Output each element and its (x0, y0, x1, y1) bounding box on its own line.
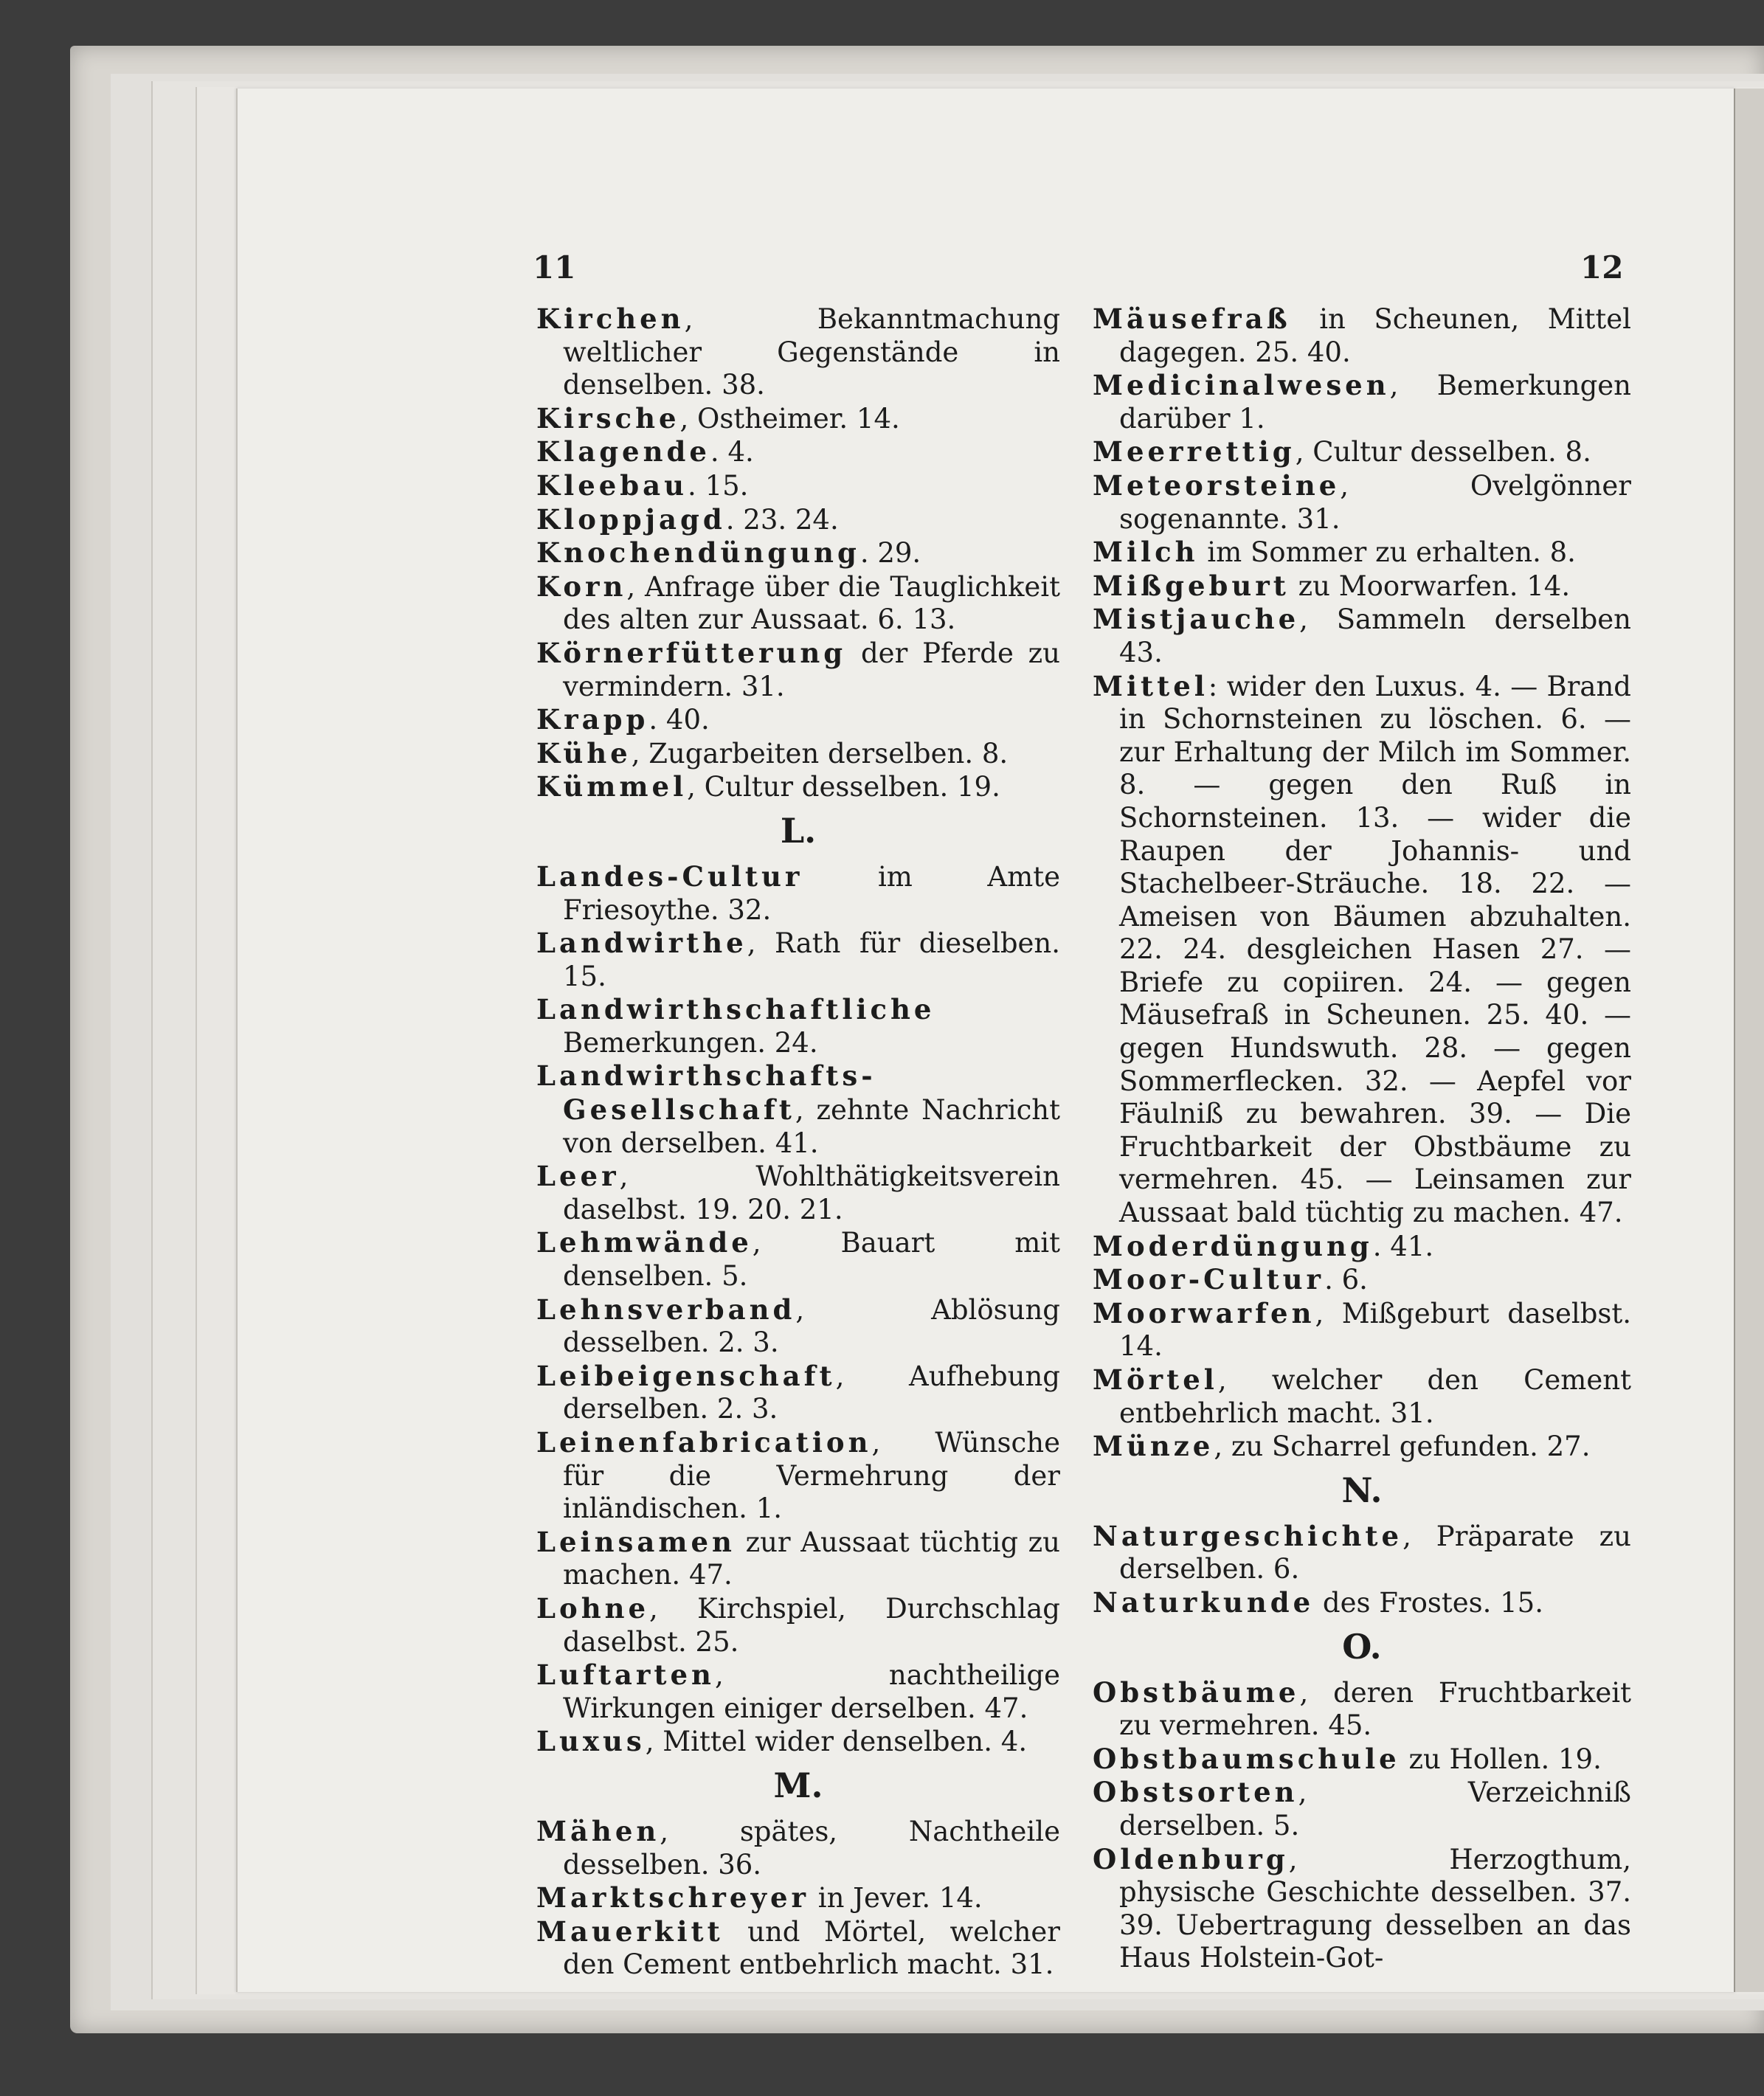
index-keyword: Milch (1093, 536, 1199, 569)
index-entry (536, 503, 1060, 537)
index-text: in Scheunen, Mittel dagegen. 25. 40. (1119, 303, 1631, 368)
index-keyword: Lehmwände (536, 1226, 753, 1259)
index-entry (536, 1725, 1060, 1759)
index-text: , Bekanntmachung weltlicher Gegenstände in denselben. 38. (563, 303, 1060, 401)
index-text: der Pferde zu vermindern. 31. (563, 637, 1060, 702)
index-keyword: Leibeigenschaft (536, 1359, 836, 1392)
index-text: , Rath für dieselben. 15. (563, 927, 1060, 992)
index-entry (1093, 536, 1631, 570)
index-keyword: Mähen (536, 1814, 660, 1847)
index-entry (1093, 603, 1631, 669)
index-entry (536, 703, 1060, 737)
index-column-left (536, 302, 1060, 1982)
book-spine (1734, 89, 1764, 1992)
index-entry (1093, 302, 1631, 369)
index-text: : wider den Luxus. 4. — Brand in Schornsteinen zu löschen. 6. — zur Erhaltung der Milch im Sommer. 8. — gegen den Ruß in Schornsteinen. 13. — wider die Raupen der Johannis- und Stachelbeer-Sträuche. 18. 22. — Ameisen von Bäumen abzuhalten. 22. 24. desgleichen Hasen 27. — Briefe zu copiiren. 24. — gegen Mäusefraß in Scheunen. 25. 40. — gegen Hundswuth. 28. — gegen Sommerflecken. 32. — Aepfel vor Fäulniß zu bewahren. 39. — Die Fruchtbarkeit der Obstbäume zu vermehren. 45. — Leinsamen zur Aussaat bald tüchtig zu machen. 47. (1119, 670, 1631, 1229)
index-text: , Bauart mit denselben. 5. (563, 1227, 1060, 1293)
index-entry (1093, 1363, 1631, 1430)
index-keyword: Krapp (536, 703, 649, 736)
index-entry (536, 737, 1060, 771)
index-entry (1093, 570, 1631, 603)
index-entry (536, 1881, 1060, 1915)
index-entry (1093, 1743, 1631, 1777)
index-keyword: Lohne (536, 1591, 650, 1625)
index-text: . 23. 24. (725, 503, 839, 536)
index-text: , Mittel wider denselben. 4. (645, 1726, 1028, 1758)
index-entry (536, 1426, 1060, 1526)
index-keyword: Landwirthschafts-Gesellschaft (536, 1059, 876, 1127)
index-keyword: Münze (1093, 1430, 1214, 1463)
index-keyword: Marktschreyer (536, 1881, 809, 1915)
index-text: zu Hollen. 19. (1400, 1743, 1602, 1775)
index-keyword: Kleebau (536, 468, 688, 502)
index-text: , Sammeln derselben 43. (1119, 603, 1631, 668)
index-text: , Anfrage über die Tauglichkeit des alten zur Aussaat. 6. 13. (563, 570, 1060, 636)
index-keyword: Moderdüngung (1093, 1229, 1373, 1262)
index-text: , Aufhebung derselben. 2. 3. (563, 1360, 1060, 1425)
index-text: und Mörtel, welcher den Cement entbehrlich macht. 31. (563, 1915, 1060, 1981)
index-entry (1093, 670, 1631, 1230)
index-entry (536, 1226, 1060, 1293)
index-text: , welcher den Cement entbehrlich macht. 31. (1119, 1364, 1631, 1429)
index-entry (1093, 469, 1631, 536)
index-text: im Amte Friesoythe. 32. (563, 860, 1060, 926)
index-text: . 6. (1324, 1264, 1368, 1296)
index-text: , spätes, Nachtheile desselben. 36. (563, 1815, 1060, 1881)
index-text: . 4. (710, 436, 754, 468)
index-column-right (1093, 302, 1631, 1975)
index-text: zur Aussaat tüchtig zu machen. 47. (563, 1526, 1060, 1591)
index-text: , Ablösung desselben. 2. 3. (563, 1293, 1060, 1359)
index-entry (536, 927, 1060, 993)
index-entry (536, 536, 1060, 570)
index-text: des Frostes. 15. (1314, 1586, 1543, 1619)
index-keyword: Meteorsteine (1093, 468, 1341, 502)
index-entry (536, 860, 1060, 927)
index-entry (536, 570, 1060, 637)
index-entry (536, 302, 1060, 402)
index-keyword: Leinenfabrication (536, 1426, 872, 1459)
index-keyword: Landes-Cultur (536, 860, 803, 893)
index-keyword: Leer (536, 1160, 620, 1193)
index-text: . 29. (859, 537, 921, 570)
index-keyword: Luftarten (536, 1659, 715, 1692)
section-letter: O. (1342, 1626, 1382, 1667)
index-entry (536, 993, 1060, 1059)
index-text: , Ostheimer. 14. (679, 402, 900, 435)
index-keyword: Obstbäume (1093, 1675, 1300, 1709)
index-text: , Kirchspiel, Durchschlag daselbst. 25. (563, 1592, 1060, 1658)
index-entry (536, 469, 1060, 503)
index-text: in Jever. 14. (809, 1882, 983, 1915)
index-keyword: Lehnsverband (536, 1293, 796, 1326)
index-entry (536, 1059, 1060, 1160)
index-keyword: Leinsamen (536, 1525, 736, 1558)
index-keyword: Naturgeschichte (1093, 1519, 1403, 1552)
index-keyword: Meerrettig (1093, 435, 1296, 468)
index-entry (1093, 1263, 1631, 1297)
index-keyword: Mäusefraß (1093, 302, 1291, 335)
index-text: , Verzeichniß derselben. 5. (1119, 1777, 1631, 1841)
index-text: , Cultur desselben. 19. (687, 771, 1000, 803)
index-entry (536, 1160, 1060, 1226)
index-entry (1093, 435, 1631, 469)
index-text: , nachtheilige Wirkungen einiger derselben. 47. (563, 1659, 1060, 1724)
index-entry (536, 1526, 1060, 1592)
index-entry (1093, 369, 1631, 435)
index-keyword: Klagende (536, 435, 710, 468)
index-keyword: Obstbaumschule (1093, 1742, 1400, 1775)
index-text: , Ovelgönner sogenannte. 31. (1119, 469, 1631, 535)
index-keyword: Mißgeburt (1093, 569, 1290, 602)
index-text: , Herzogthum, physische Geschichte desselben. 37. 39. Uebertragung desselben an das Haus Holstein-Got- (1119, 1843, 1631, 1974)
section-letter: L. (780, 810, 817, 851)
index-entry (1093, 1430, 1631, 1464)
index-entry (536, 1293, 1060, 1360)
index-keyword: Knochendüngung (536, 536, 860, 570)
index-keyword: Landwirthschaftliche (536, 993, 935, 1026)
index-entry (536, 1592, 1060, 1659)
index-entry (1093, 1776, 1631, 1842)
index-keyword: Moor-Cultur (1093, 1263, 1325, 1296)
index-text: . 40. (648, 704, 710, 736)
index-keyword: Kühe (536, 736, 632, 769)
index-keyword: Kirsche (536, 401, 680, 435)
section-letter: M. (773, 1765, 823, 1805)
index-keyword: Mistjauche (1093, 603, 1300, 636)
index-entry (536, 435, 1060, 469)
index-text: , Präparate zu derselben. 6. (1119, 1520, 1631, 1585)
index-text: . 41. (1372, 1230, 1434, 1262)
index-keyword: Mittel (1093, 669, 1208, 702)
index-entry (1093, 1586, 1631, 1620)
index-entry (1093, 1843, 1631, 1975)
index-keyword: Korn (536, 570, 627, 603)
index-text: , Zugarbeiten derselben. 8. (631, 737, 1009, 769)
index-text: , zehnte Nachricht von derselben. 41. (563, 1094, 1060, 1159)
index-keyword: Naturkunde (1093, 1585, 1315, 1619)
index-entry (1093, 1297, 1631, 1363)
index-entry (536, 770, 1060, 804)
index-text: im Sommer zu erhalten. 8. (1198, 536, 1576, 569)
index-keyword: Obstsorten (1093, 1776, 1298, 1809)
index-keyword: Moorwarfen (1093, 1296, 1315, 1329)
index-entry (536, 1360, 1060, 1426)
index-entry (1093, 1520, 1631, 1586)
index-keyword: Körnerfütterung (536, 636, 847, 669)
index-entry (536, 637, 1060, 703)
index-keyword: Mauerkitt (536, 1915, 724, 1948)
index-text: , Wünsche für die Vermehrung der inländischen. 1. (563, 1427, 1060, 1525)
index-text: zu Moorwarfen. 14. (1289, 570, 1571, 602)
index-keyword: Kirchen (536, 302, 685, 335)
index-text: Bemerkungen. 24. (563, 1026, 818, 1059)
index-keyword: Luxus (536, 1725, 646, 1758)
index-keyword: Landwirthe (536, 927, 747, 960)
index-text: , zu Scharrel gefunden. 27. (1214, 1431, 1591, 1463)
index-keyword: Medicinalwesen (1093, 369, 1390, 402)
index-keyword: Kloppjagd (536, 502, 726, 536)
index-entry (536, 1915, 1060, 1982)
index-entry (1093, 1676, 1631, 1743)
index-keyword: Kümmel (536, 770, 688, 803)
index-keyword: Mörtel (1093, 1363, 1218, 1396)
index-keyword: Oldenburg (1093, 1842, 1289, 1875)
index-text: , Cultur desselben. 8. (1295, 436, 1591, 468)
index-entry (536, 402, 1060, 436)
index-text: , Bemerkungen darüber 1. (1119, 370, 1631, 435)
index-text: . 15. (688, 469, 749, 502)
index-entry (536, 1659, 1060, 1725)
index-text: , deren Fruchtbarkeit zu vermehren. 45. (1119, 1676, 1631, 1742)
index-text: , Wohlthätigkeitsverein daselbst. 19. 20. 21. (563, 1161, 1060, 1225)
page-number-left: 11 (533, 249, 576, 286)
page-number-right: 12 (1580, 249, 1624, 286)
index-entry (1093, 1230, 1631, 1264)
index-text: , Mißgeburt daselbst. 14. (1119, 1297, 1631, 1363)
index-entry (536, 1815, 1060, 1881)
section-letter: N. (1341, 1470, 1383, 1510)
